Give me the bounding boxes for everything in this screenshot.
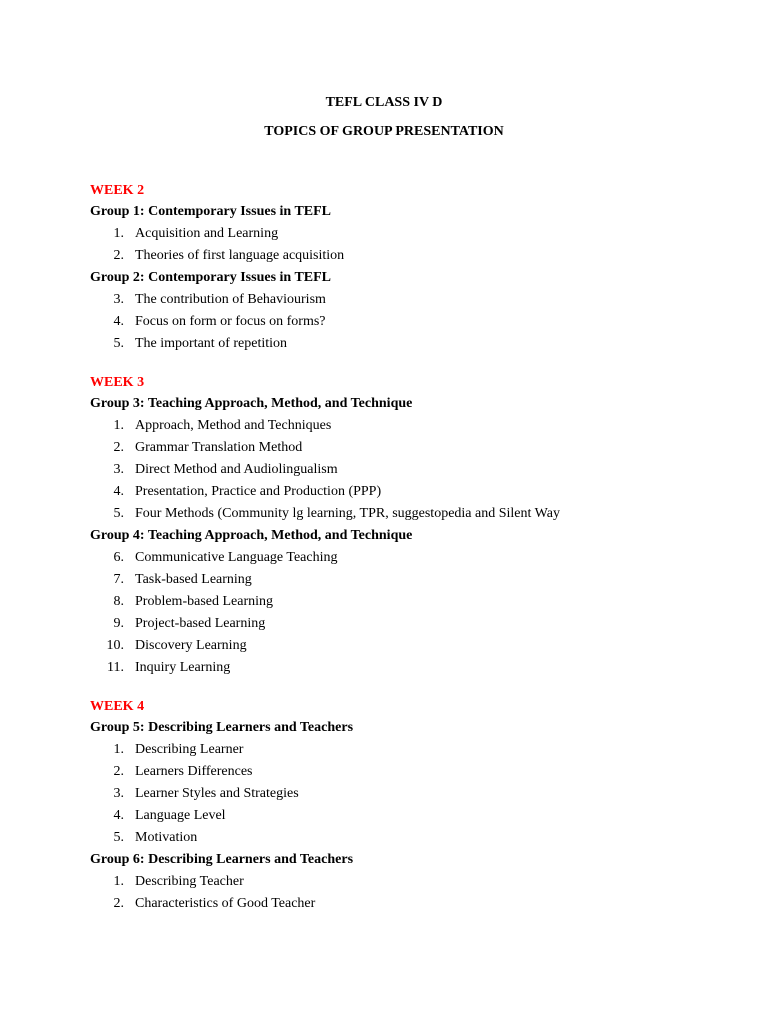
- topic-number: 1.: [113, 418, 124, 433]
- week-spacer: [90, 355, 730, 373]
- group-heading: Group 6: Describing Learners and Teachers: [90, 852, 354, 867]
- topic-number: 11.: [107, 660, 124, 675]
- topic-item: [90, 547, 730, 569]
- topic-list: [90, 415, 730, 525]
- topic-number: 4.: [113, 484, 124, 499]
- topic-item: [90, 739, 730, 761]
- topic-text: Problem-based Learning: [135, 594, 274, 609]
- topic-text: The contribution of Behaviourism: [135, 292, 326, 307]
- document-subtitle: TOPICS OF GROUP PRESENTATION: [264, 124, 504, 139]
- topic-number: 2.: [113, 764, 124, 779]
- topic-item: [90, 503, 730, 525]
- topic-text: Grammar Translation Method: [135, 440, 303, 455]
- topic-item: [90, 459, 730, 481]
- topic-text: Discovery Learning: [135, 638, 247, 653]
- topic-text: Inquiry Learning: [135, 660, 231, 675]
- week-spacer: [90, 679, 730, 697]
- topic-number: 3.: [113, 786, 124, 801]
- topic-item: [90, 871, 730, 893]
- topic-item: [90, 613, 730, 635]
- topic-text: Approach, Method and Techniques: [135, 418, 332, 433]
- group-heading: Group 2: Contemporary Issues in TEFL: [90, 270, 332, 285]
- topic-list: [90, 739, 730, 849]
- group-heading: Group 3: Teaching Approach, Method, and Technique: [90, 396, 413, 411]
- week-heading: WEEK 4: [90, 699, 145, 714]
- topic-text: Characteristics of Good Teacher: [135, 896, 316, 911]
- topic-list: [90, 289, 730, 355]
- topic-text: Theories of first language acquisition: [135, 248, 345, 263]
- topic-number: 9.: [113, 616, 124, 631]
- topic-item: [90, 591, 730, 613]
- topic-item: [90, 437, 730, 459]
- topic-item: [90, 893, 730, 915]
- topic-list: [90, 871, 730, 915]
- topic-list: [90, 547, 730, 679]
- topic-text: Learner Styles and Strategies: [135, 786, 299, 801]
- topic-item: [90, 245, 730, 267]
- topic-number: 4.: [113, 314, 124, 329]
- topic-text: Project-based Learning: [135, 616, 266, 631]
- topic-text: Four Methods (Community lg learning, TPR, suggestopedia and Silent Way: [135, 506, 560, 521]
- topic-number: 1.: [113, 874, 124, 889]
- topic-item: [90, 481, 730, 503]
- topic-item: [90, 333, 730, 355]
- topic-item: [90, 415, 730, 437]
- topic-item: [90, 223, 730, 245]
- topic-item: [90, 827, 730, 849]
- topic-item: [90, 569, 730, 591]
- topic-number: 5.: [113, 336, 124, 351]
- topic-number: 5.: [113, 830, 124, 845]
- document-title: TEFL CLASS IV D: [325, 95, 443, 110]
- topic-item: [90, 805, 730, 827]
- topic-number: 7.: [113, 572, 124, 587]
- topic-text: Communicative Language Teaching: [135, 550, 338, 565]
- topic-number: 2.: [113, 248, 124, 263]
- topic-number: 5.: [113, 506, 124, 521]
- topic-number: 1.: [113, 226, 124, 241]
- topic-list: [90, 223, 730, 267]
- topic-item: [90, 635, 730, 657]
- group-heading: Group 4: Teaching Approach, Method, and Technique: [90, 528, 413, 543]
- topic-item: [90, 657, 730, 679]
- topic-number: 2.: [113, 440, 124, 455]
- topic-text: Describing Teacher: [135, 874, 244, 889]
- topic-number: 3.: [113, 462, 124, 477]
- topic-item: [90, 289, 730, 311]
- topic-text: The important of repetition: [135, 336, 288, 351]
- topic-text: Acquisition and Learning: [135, 226, 279, 241]
- group-heading: Group 1: Contemporary Issues in TEFL: [90, 204, 332, 219]
- topic-text: Direct Method and Audiolingualism: [135, 462, 338, 477]
- topic-text: Presentation, Practice and Production (PPP): [135, 484, 382, 499]
- group-heading: Group 5: Describing Learners and Teachers: [90, 720, 354, 735]
- topic-text: Describing Learner: [135, 742, 244, 757]
- week-heading: WEEK 2: [90, 183, 145, 198]
- topic-number: 3.: [113, 292, 124, 307]
- topic-text: Task-based Learning: [135, 572, 252, 587]
- topic-item: [90, 311, 730, 333]
- topic-number: 4.: [113, 808, 124, 823]
- topic-item: [90, 783, 730, 805]
- topic-number: 1.: [113, 742, 124, 757]
- topic-number: 10.: [106, 638, 124, 653]
- week-heading: WEEK 3: [90, 375, 145, 390]
- topic-number: 6.: [113, 550, 124, 565]
- topic-item: [90, 761, 730, 783]
- topic-text: Learners Differences: [135, 764, 253, 779]
- topic-text: Language Level: [135, 808, 226, 823]
- presentation-schedule: [90, 181, 730, 915]
- topic-text: Motivation: [135, 830, 198, 845]
- topic-text: Focus on form or focus on forms?: [135, 314, 326, 329]
- topic-number: 8.: [113, 594, 124, 609]
- topic-number: 2.: [113, 896, 124, 911]
